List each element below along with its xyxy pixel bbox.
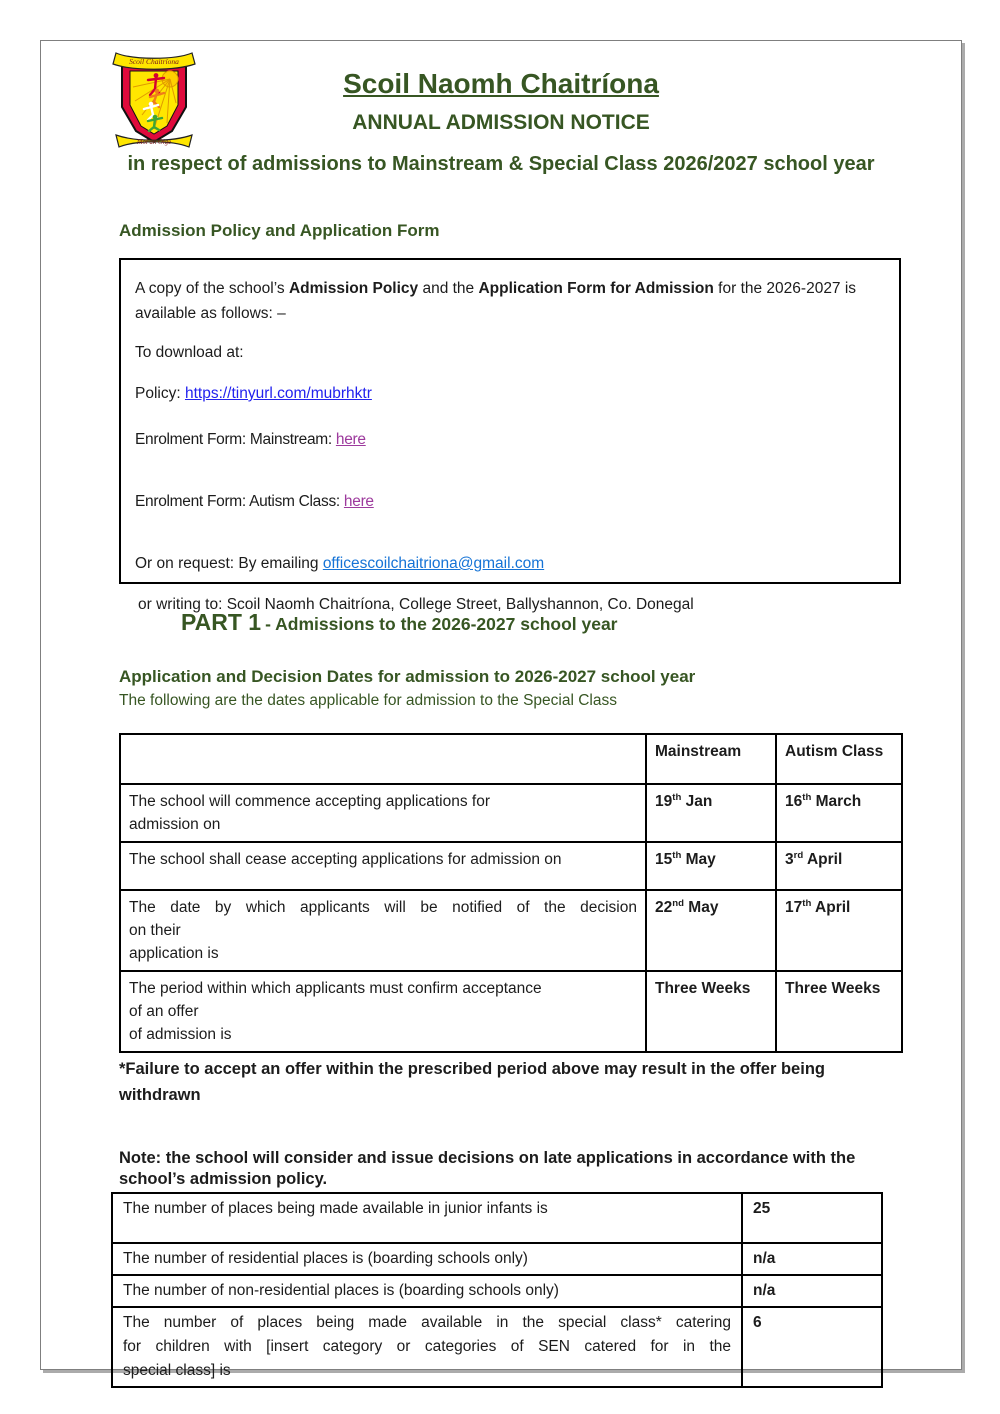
places-row3-value: n/a [742,1275,882,1307]
email-request-line [135,551,885,576]
intro-paragraph [135,276,885,326]
notice-heading: ANNUAL ADMISSION NOTICE [352,111,650,134]
enrolment-mainstream-label: Enrolment Form: Mainstream: [135,431,336,448]
dates-row2-autism: 3rd April [776,842,902,890]
label-line: of an offer [129,1003,199,1020]
table-row [112,1275,882,1307]
policy-info-box [119,258,901,613]
label-line: The number of places being made available in junior infants is [123,1200,548,1217]
part1-heading [181,609,901,636]
policy-link[interactable]: https://tinyurl.com/mubrhktr [184,385,372,402]
places-row2-value: n/a [742,1243,882,1275]
table-row [120,971,902,1052]
intro-bold-policy: Admission Policy [288,280,419,297]
dates-row1-autism: 16th March [776,784,902,842]
download-line: To download at: [135,344,244,361]
crest-bottom-banner-text: Mol an Óige [136,139,172,146]
dates-row4-mainstream: Three Weeks [646,971,776,1052]
label-line: The number of places being made available in the special class* catering [123,1314,731,1331]
enrolment-autism-label: Enrolment Form: Autism Class: [135,493,344,510]
label-line: special class] is [123,1362,231,1379]
label-line: application is [129,945,219,962]
email-link[interactable]: officescoilchaitriona@gmail.com [322,555,545,572]
label-line: The school shall cease accepting applications for admission on [129,851,562,868]
label-line: The period within which applicants must confirm acceptance [129,980,542,997]
places-row1-value: 25 [742,1193,882,1243]
table-row [112,1307,882,1387]
dates-row4-autism: Three Weeks [776,971,902,1052]
dates-row1-label [120,784,646,842]
places-row3-label [112,1275,742,1307]
label-line: admission on [129,816,221,833]
table-row [120,890,902,971]
failure-note: *Failure to accept an offer within the prescribed period above may result in the offer being withdrawn [119,1060,825,1104]
school-crest-svg [109,49,199,153]
policy-section-heading: Admission Policy and Application Form [119,221,440,240]
part1-text: - Admissions to the 2026-2027 school year [265,614,618,634]
dates-row1-mainstream: 19th Jan [646,784,776,842]
places-row1-label [112,1193,742,1243]
places-row4-label [112,1307,742,1387]
table-row [112,1243,882,1275]
enrolment-mainstream-link[interactable]: here [335,431,366,448]
writing-line: or writing to: Scoil Naomh Chaitríona, College Street, Ballyshannon, Co. Donegal [138,596,694,613]
subtitle: in respect of admissions to Mainstream & Special Class 2026/2027 school year [127,153,875,175]
table-row [112,1193,882,1243]
label-line: The date by which applicants will be notified of the decision [129,899,637,916]
email-request-label: Or on request: By emailing [135,555,323,572]
enrolment-autism-link[interactable]: here [343,493,374,510]
enrolment-mainstream-line [135,427,885,452]
dates-row3-autism: 17th April [776,890,902,971]
page-title: Scoil Naomh Chaitríona [343,68,659,99]
school-crest-icon [109,49,199,153]
dates-row3-label [120,890,646,971]
label-line: of admission is [129,1026,232,1043]
label-line: on their [129,922,181,939]
crest-top-banner-text: Scoil Chaitríona [129,57,179,66]
intro-post: for the 2026-2027 is available as follows: – [135,280,857,322]
places-table [111,1192,883,1388]
policy-label: Policy: [135,385,185,402]
label-line: for children with [insert category or categories of SEN catered for in the [123,1338,731,1355]
dates-header-empty-cell [120,734,646,784]
dates-row2-mainstream: 15th May [646,842,776,890]
dates-row2-label [120,842,646,890]
intro-mid: and the [418,280,479,297]
dates-section-heading: Application and Decision Dates for admission to 2026-2027 school year [119,667,696,686]
dates-table [119,733,903,1053]
dates-header-row [120,734,902,784]
places-row4-value: 6 [742,1307,882,1387]
table-row [120,842,902,890]
places-row2-label [112,1243,742,1275]
dates-row3-mainstream: 22nd May [646,890,776,971]
dates-header-autism: Autism Class [776,734,902,784]
dates-row4-label [120,971,646,1052]
enrolment-autism-line [135,489,885,514]
intro-bold-form: Application Form for Admission [478,280,714,297]
policy-link-line [135,381,885,406]
label-line: The school will commence accepting applications for [129,793,490,810]
document-page [40,40,962,1379]
table-row [120,784,902,842]
dates-header-mainstream: Mainstream [646,734,776,784]
part1-label: PART 1 [181,609,262,635]
dates-section-subheading: The following are the dates applicable for admission to the Special Class [119,692,617,709]
label-line: The number of residential places is (boarding schools only) [123,1250,528,1267]
label-line: The number of non-residential places is (boarding schools only) [123,1282,559,1299]
late-applications-note: Note: the school will consider and issue decisions on late applications in accordance with the school’s admission policy. [119,1149,856,1188]
intro-pre: A copy of the school’s [135,280,289,297]
